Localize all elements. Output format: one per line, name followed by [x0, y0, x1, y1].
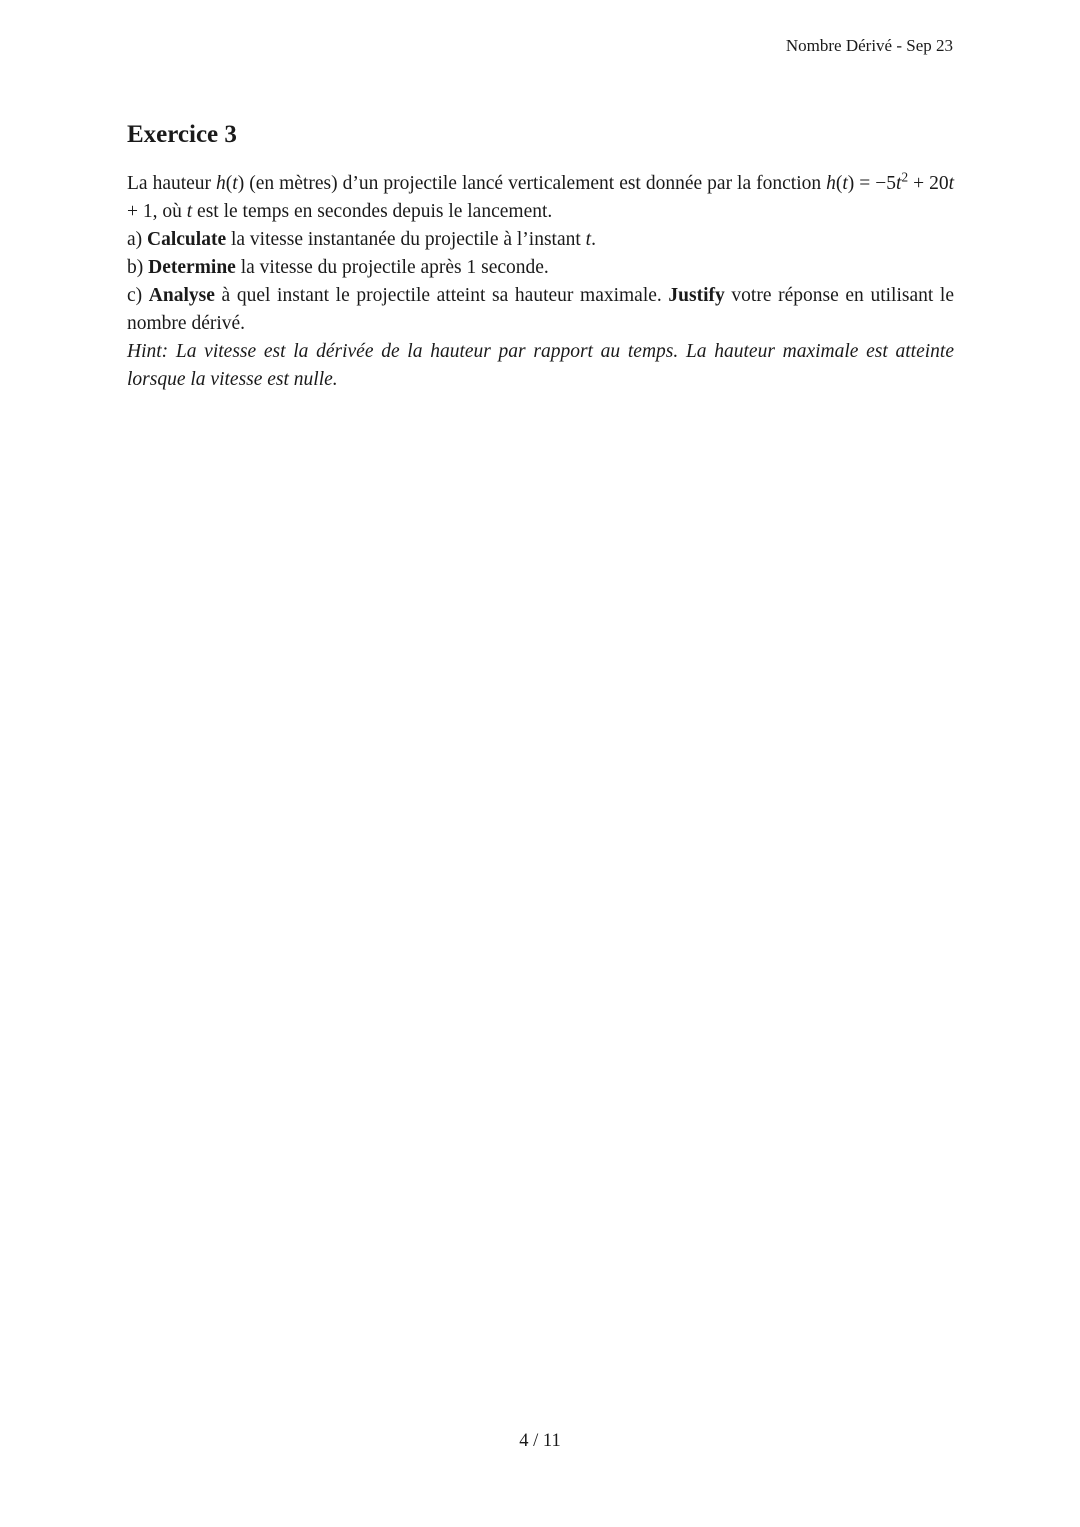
text-segment: Determine [148, 257, 236, 278]
text-segment: t [948, 173, 955, 194]
text-segment: votre réponse en utilisant le nombre dérivé. [127, 285, 954, 334]
text-segment: ) = −5 [847, 173, 897, 194]
text-segment: t [842, 173, 848, 194]
text-segment: + 20 [908, 173, 949, 194]
exercise-title: Exercice 3 [127, 121, 237, 148]
text-segment: Analyse [148, 285, 215, 306]
paragraph-question-a [127, 226, 954, 254]
text-segment: b) [127, 257, 149, 278]
text-segment: t [186, 201, 193, 222]
text-segment: ( [835, 173, 843, 194]
text-segment: Hint: La vitesse est la dérivée de la hauteur par rapport au temps. La hauteur maximale est atteinte lorsque la vitesse est nulle. [127, 341, 954, 390]
text-segment: c) [127, 285, 149, 306]
text-segment: t [232, 173, 238, 194]
text-segment: à quel instant le projectile atteint sa hauteur maximale. [214, 285, 669, 306]
text-segment: ( [225, 173, 233, 194]
paragraph-hint [127, 338, 954, 394]
document-header: Nombre Dérivé - Sep 23 [785, 36, 953, 55]
text-segment: ) (en mètres) d’un projectile lancé verticalement est donnée par la fonction [237, 173, 827, 194]
paragraph-intro [127, 170, 954, 226]
paragraph-question-c [127, 282, 954, 338]
text-segment: h [826, 173, 836, 194]
exercise-body [127, 170, 954, 394]
page-number: 4 / 11 [519, 1431, 561, 1451]
text-segment: 2 [901, 169, 909, 185]
text-segment: . [591, 229, 596, 250]
text-segment: la vitesse instantanée du projectile à l’instant [226, 229, 586, 250]
text-segment: Calculate [147, 229, 227, 250]
text-segment: Justify [668, 285, 725, 306]
text-segment: t [896, 173, 902, 194]
paragraph-question-b [127, 254, 954, 282]
text-segment: + 1, où [127, 201, 187, 222]
text-segment: h [216, 173, 226, 194]
text-segment: a) [127, 229, 148, 250]
text-segment: La hauteur [127, 173, 217, 194]
exercise-section [127, 120, 954, 394]
text-segment: la vitesse du projectile après 1 seconde. [235, 257, 549, 278]
text-segment: t [585, 229, 592, 250]
text-segment: est le temps en secondes depuis le lancement. [192, 201, 553, 222]
